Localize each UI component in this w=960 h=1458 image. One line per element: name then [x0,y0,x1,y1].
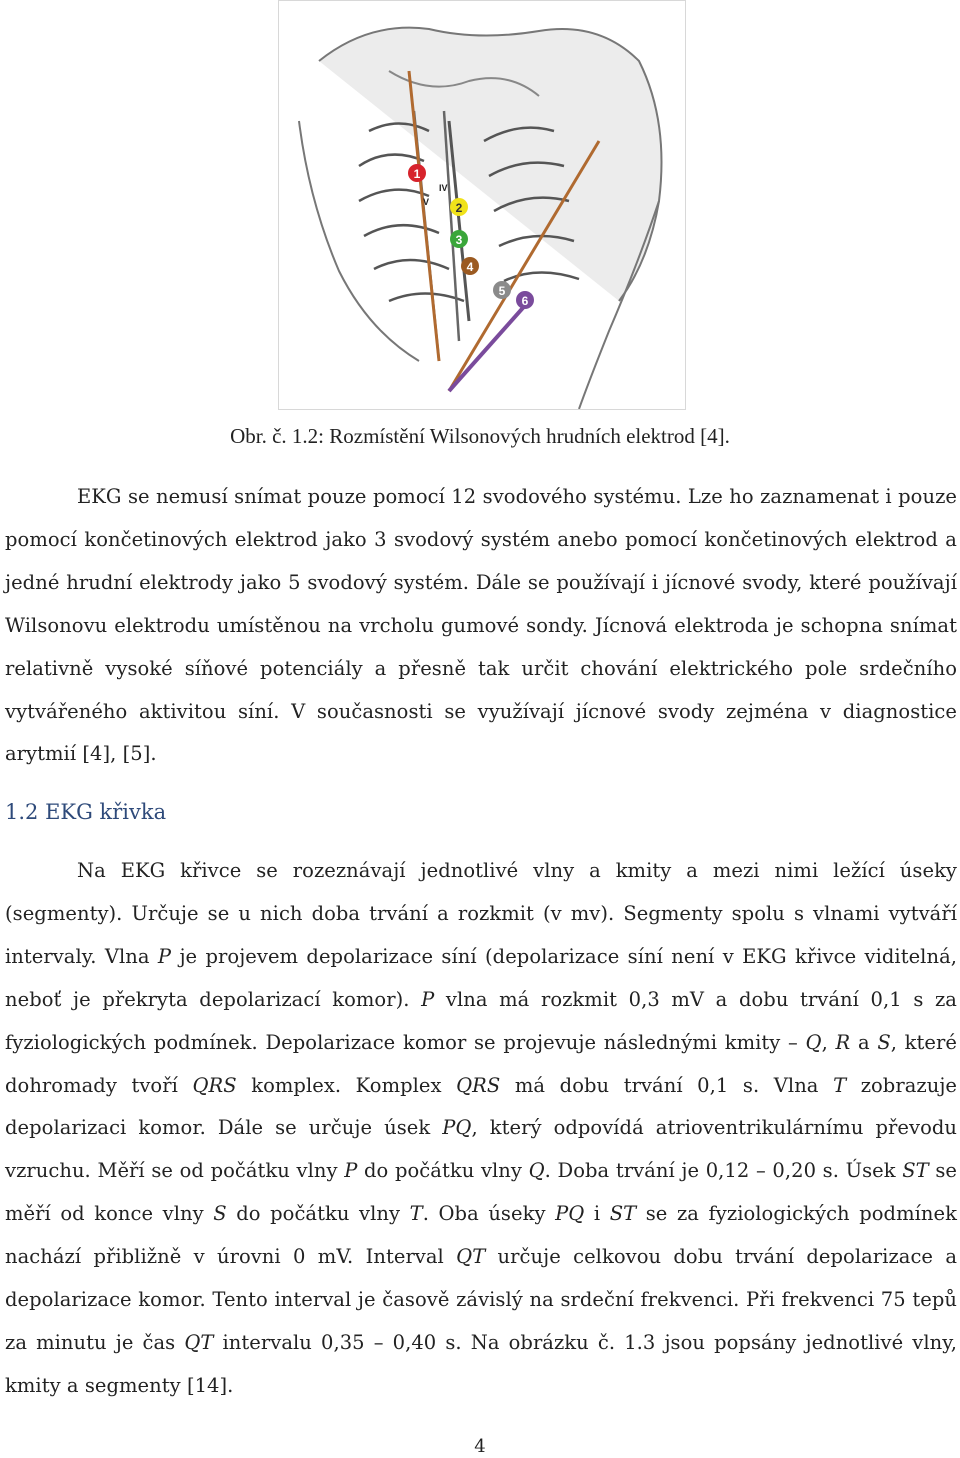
symbol: PQ [442,1116,472,1140]
text-run: i [584,1202,610,1226]
text-run: se za fyziologických podmínek nachází přibližně v úrovni 0 mV. Interval [5,1202,957,1269]
symbol: QRS [192,1073,237,1097]
text-run: do počátku vlny [357,1159,529,1183]
electrode-5 [493,281,511,299]
symbol: P [421,987,435,1011]
figure-caption: Obr. č. 1.2: Rozmístění Wilsonových hrudních elektrod [4]. [230,424,730,448]
text-run: zobrazuje depolarizaci komor. Dále se určuje úsek [5,1073,958,1140]
text-run: intervalu 0,35 – 0,40 s. Na obrázku č. 1.3 jsou popsány jednotlivé vlny, kmity a segmenty [14]. [5,1330,957,1397]
symbol: PQ [555,1202,585,1226]
text-run: určuje celkovou dobu trvání depolarizace a depolarizace komor. Tento interval je časově závislý na srdeční frekvenci. Při frekvenci 75 tepů za minutu je čas [5,1245,957,1354]
roman-v-label: V [423,197,430,207]
symbol: ST [902,1159,929,1183]
electrode-4 [461,257,479,275]
svg-text:1: 1 [413,167,421,181]
torso-drawing [279,1,685,409]
symbol: P [344,1159,358,1183]
text-run: . Oba úseky [422,1202,556,1226]
purple-line [449,301,529,391]
svg-text:5: 5 [498,284,506,298]
symbol: T [833,1073,847,1097]
symbol: P [157,944,172,968]
symbol: QRS [456,1073,501,1097]
symbol: R [835,1030,851,1054]
text-run: a [850,1030,878,1054]
electrode-1 [408,164,426,182]
text-run: , [821,1030,836,1054]
text-run: se měří od konce vlny [5,1159,957,1226]
svg-text:6: 6 [521,294,529,308]
symbol: T [409,1202,423,1226]
paragraph-1-text: EKG se nemusí snímat pouze pomocí 12 svodového systému. Lze ho zaznamenat i pouze pomocí končetinových elektrod jako 3 svodový systém anebo pomocí končetinových elektrod a jedné hrudní elektrody jako 5 svodový systém. Dále se používají i jícnové svody, které používají Wilsonovu elektrodu umístěnou na vrcholu gumové sondy. Jícnová elektroda je schopna snímat relativně vysoké síňové potenciály a přesně tak určit chování elektrického pole srdečního vytvářeného aktivitou síní. V současnosti se využívají jícnové svody zejména v diagnostice arytmií [4], [5]. [5,485,957,766]
section-heading: 1.2 EKG křivka [5,800,167,824]
text-run: vlna má rozkmit 0,3 mV a dobu trvání 0,1 s za fyziologických podmínek. Depolarizace komor se projevuje následnými kmity – [5,987,957,1054]
symbol: QT [184,1330,214,1354]
page-number: 4 [474,1436,486,1457]
text-run: je projevem depolarizace síní (depolarizace síní není v EKG křivce viditelná, neboť je překryta depolarizací komor). [5,944,957,1011]
paragraph-2 [5,850,957,1408]
electrode-2 [450,198,468,216]
paragraph-1 [5,476,957,776]
text-run: komplex. Komplex [236,1073,457,1097]
symbol: S [877,1030,891,1054]
shoulders-outline [319,28,662,301]
roman-iv-label: IV [439,183,448,193]
electrode-3 [450,230,468,248]
left-torso-outline [299,121,419,361]
symbol: Q [805,1030,822,1054]
text-run: do počátku vlny [226,1202,410,1226]
symbol: QT [456,1245,486,1269]
symbol: S [213,1202,227,1226]
svg-text:2: 2 [455,201,463,215]
text-run: . Doba trvání je 0,12 – 0,20 s. Úsek [544,1159,903,1183]
electrode-6 [516,291,534,309]
text-run: má dobu trvání 0,1 s. Vlna [500,1073,834,1097]
text-run: Na EKG křivce se rozeznávají jednotlivé vlny a kmity a mezi nimi ležící úseky (segmenty). Určuje se u nich doba trvání a rozkmit (v mv). Segmenty spolu s vlnami vytváří intervaly. Vlna [5,859,957,968]
text-run: , které dohromady tvoří [5,1030,957,1097]
svg-text:4: 4 [466,260,474,274]
chest-electrode-figure [278,0,686,410]
svg-text:3: 3 [455,233,463,247]
text-run: , který odpovídá atrioventrikulárnímu převodu vzruchu. Měří se od počátku vlny [5,1116,958,1183]
symbol: ST [609,1202,637,1226]
symbol: Q [528,1159,545,1183]
